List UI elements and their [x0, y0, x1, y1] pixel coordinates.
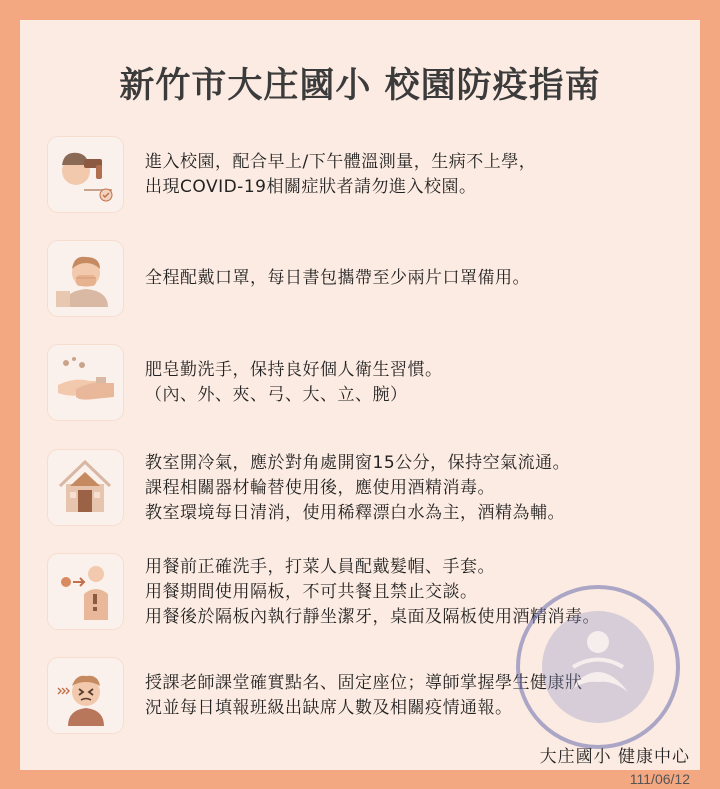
guideline-line: 教室環境每日清消，使用稀釋漂白水為主，酒精為輔。: [145, 503, 565, 523]
sick-person-icon: [48, 658, 123, 733]
guideline-line: 全程配戴口罩，每日書包攜帶至少兩片口罩備用。: [145, 268, 530, 288]
guideline-line: 況並每日填報班級出缺席人數及相關疫情通報。: [145, 698, 513, 718]
guideline-line: 用餐後於隔板內執行靜坐潔牙，桌面及隔板使用酒精消毒。: [145, 607, 600, 627]
footer-credit: 大庄國小 健康中心: [539, 747, 690, 767]
guideline-line: 課程相關器材輪替使用後，應使用酒精消毒。: [145, 478, 495, 498]
guideline-line: 教室開冷氣，應於對角處開窗15公分，保持空氣流通。: [145, 453, 571, 473]
guideline-text: [145, 358, 443, 408]
guideline-line: 用餐前正確洗手，打菜人員配戴髮帽、手套。: [145, 557, 495, 577]
hand-washing-icon: [48, 345, 123, 420]
guideline-line: 進入校園，配合早上/下午體溫測量，生病不上學，: [145, 152, 537, 172]
guideline-line: 用餐期間使用隔板，不可共餐且禁止交談。: [145, 582, 478, 602]
temperature-check-icon: [48, 137, 123, 212]
guideline-line: 肥皂勤洗手，保持良好個人衛生習慣。: [145, 360, 443, 380]
face-mask-icon: [48, 241, 123, 316]
guideline-line: （內、外、夾、弓、大、立、腕）: [145, 385, 408, 405]
date-stamp: 111/06/12: [629, 771, 690, 787]
school-seal-logo: [513, 582, 683, 756]
guideline-line: 出現COVID-19相關症狀者請勿進入校園。: [145, 177, 477, 197]
guideline-text: [145, 150, 536, 200]
guideline-text: [145, 451, 570, 526]
meal-hygiene-icon: [48, 554, 123, 629]
house-ventilation-icon: [48, 450, 123, 525]
guideline-text: [145, 266, 530, 291]
page-title: 新竹市大庄國小 校園防疫指南: [119, 66, 601, 106]
guideline-line: 授課老師課堂確實點名、固定座位；導師掌握學生健康狀: [145, 673, 583, 693]
